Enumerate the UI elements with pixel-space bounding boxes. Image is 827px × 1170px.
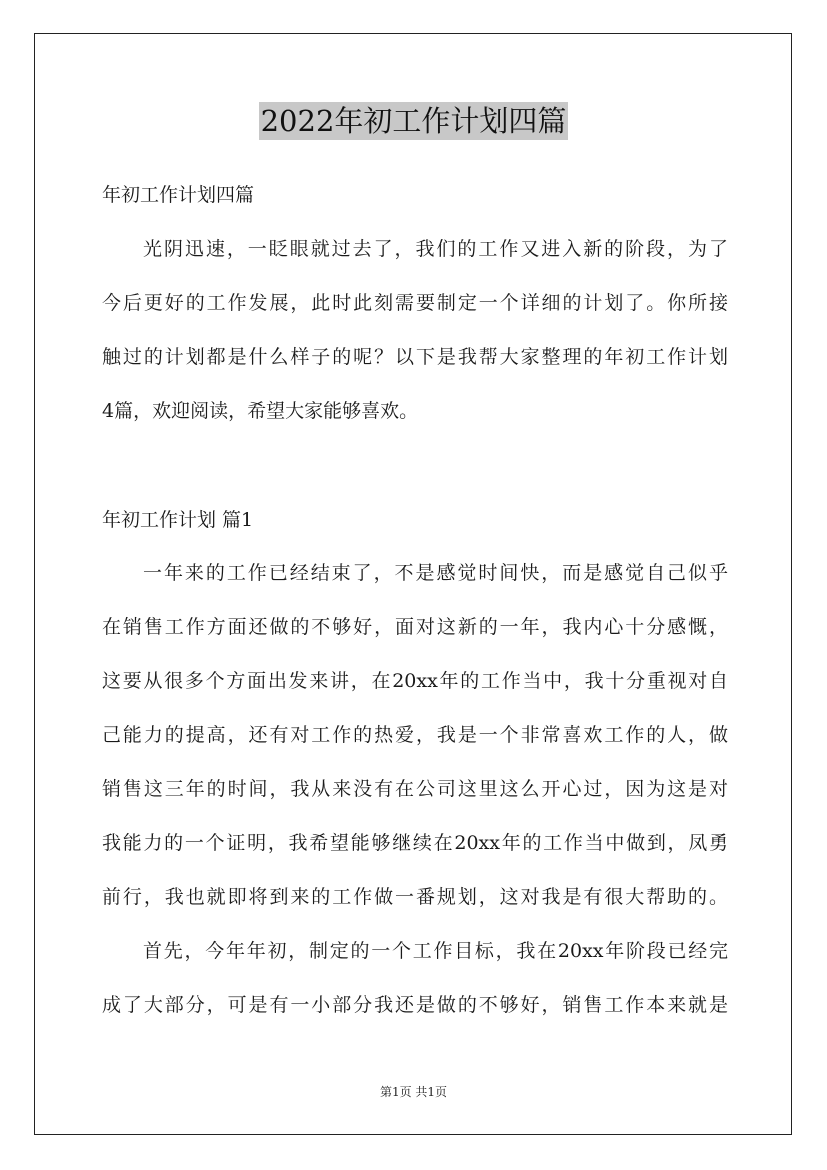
title-container — [0, 102, 827, 140]
intro-line: 光阴迅速，一眨眼就过去了，我们的工作又进入新的阶段，为了 — [143, 238, 728, 260]
document-title: 2022年初工作计划四篇 — [260, 104, 567, 138]
paragraph-line: 成了大部分，可是有一小部分我还是做的不够好，销售工作本来就是 — [102, 994, 728, 1016]
intro-line: 4篇，欢迎阅读，希望大家能够喜欢。 — [102, 400, 419, 422]
paragraph-line: 销售这三年的时间，我从来没有在公司这里这么开心过，因为这是对 — [102, 778, 728, 800]
paragraph-line: 首先，今年年初，制定的一个工作目标，我在20xx年阶段已经完 — [143, 940, 728, 962]
paragraph-line: 前行，我也就即将到来的工作做一番规划，这对我是有很大帮助的。 — [102, 886, 728, 908]
paragraph-line: 在销售工作方面还做的不够好，面对这新的一年，我内心十分感慨， — [102, 616, 728, 638]
paragraph-line: 我能力的一个证明，我希望能够继续在20xx年的工作当中做到，凤勇 — [102, 832, 728, 854]
section-heading: 年初工作计划 篇1 — [102, 509, 254, 531]
document-subtitle: 年初工作计划四篇 — [102, 184, 255, 206]
intro-line: 触过的计划都是什么样子的呢？以下是我帮大家整理的年初工作计划 — [102, 346, 728, 368]
paragraph-line: 一年来的工作已经结束了，不是感觉时间快，而是感觉自己似乎 — [143, 562, 728, 584]
page-footer: 第1页 共1页 — [379, 1085, 448, 1099]
intro-line: 今后更好的工作发展，此时此刻需要制定一个详细的计划了。你所接 — [102, 292, 728, 314]
paragraph-line: 己能力的提高，还有对工作的热爱，我是一个非常喜欢工作的人，做 — [102, 724, 728, 746]
paragraph-line: 这要从很多个方面出发来讲，在20xx年的工作当中，我十分重视对自 — [102, 670, 728, 692]
